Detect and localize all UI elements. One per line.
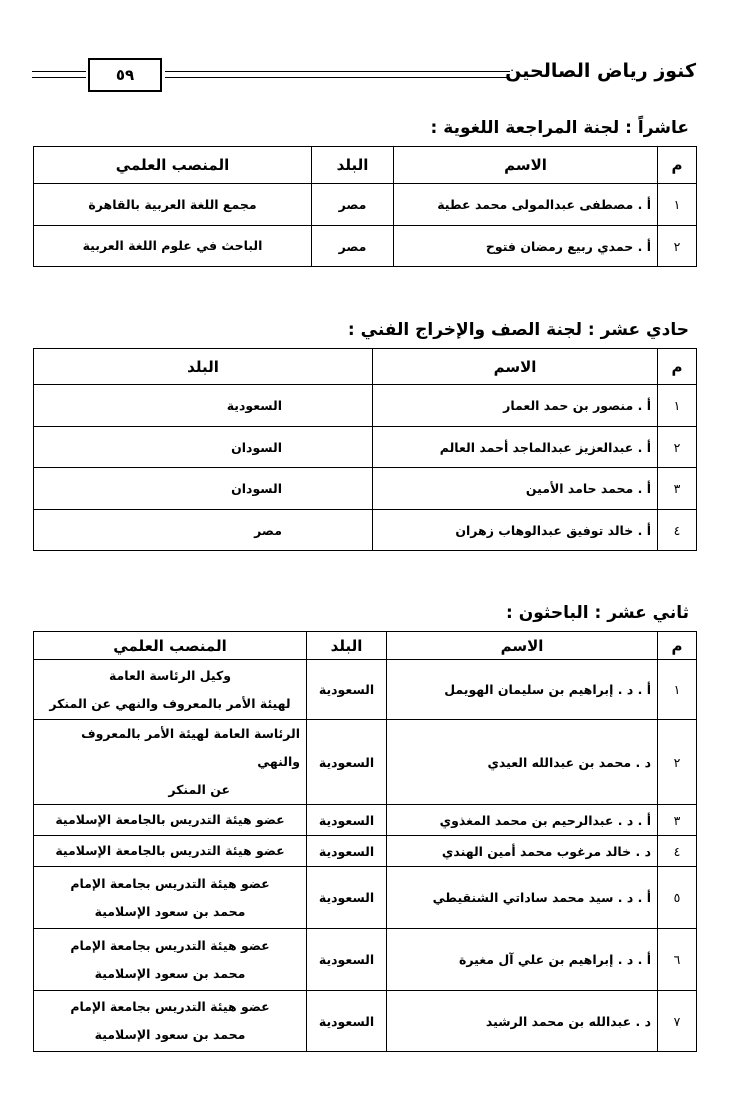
- table-row: [34, 468, 697, 510]
- row-num: ٤: [658, 836, 697, 867]
- row-num: ١: [658, 385, 697, 427]
- row-num: ٥: [658, 867, 697, 929]
- row-country: السعودية: [307, 720, 387, 805]
- header-rule-right: [165, 71, 510, 78]
- col-header-country: البلد: [312, 147, 394, 184]
- table-row: [34, 805, 697, 836]
- page-number: ٥٩: [115, 66, 135, 84]
- title-line: لهيئة الأمر بالمعروف والنهي عن المنكر: [49, 695, 291, 711]
- table-header-row: [34, 147, 697, 184]
- researchers-table: [33, 631, 697, 1052]
- row-num: ٢: [658, 720, 697, 805]
- page-number-box: [88, 58, 162, 92]
- title-line: وكيل الرئاسة العامة: [108, 667, 232, 683]
- row-name: د . خالد مرغوب محمد أمين الهندي: [387, 836, 658, 867]
- typesetting-table: [33, 348, 697, 551]
- row-num: ١: [658, 184, 697, 226]
- row-country: السعودية: [307, 805, 387, 836]
- row-name: أ . حمدي ربيع رمضان فتوح: [394, 226, 658, 267]
- row-title: [34, 929, 307, 991]
- page-header: [32, 55, 696, 97]
- row-country: السعودية: [307, 867, 387, 929]
- row-title: [34, 991, 307, 1052]
- row-num: ٣: [658, 805, 697, 836]
- table-header-row: [34, 632, 697, 660]
- title-line: عضو هيئة التدريس بالجامعة الإسلامية: [55, 843, 285, 858]
- row-num: ٢: [658, 427, 697, 468]
- row-title: [34, 867, 307, 929]
- table-row: [34, 427, 697, 468]
- row-country: السعودية: [307, 836, 387, 867]
- row-country: السعودية: [34, 385, 373, 427]
- col-header-num: م: [658, 147, 697, 184]
- col-header-title: المنصب العلمي: [34, 632, 307, 660]
- row-title: [34, 836, 307, 867]
- section-heading-typesetting: حادي عشر : لجنة الصف والإخراج الفني :: [347, 320, 689, 340]
- book-title: كنوز رياض الصالحين: [505, 60, 696, 82]
- row-num: ٢: [658, 226, 697, 267]
- row-name: أ . خالد توفيق عبدالوهاب زهران: [373, 510, 658, 551]
- row-country: السعودية: [307, 660, 387, 720]
- table-row: [34, 226, 697, 267]
- row-name: د . محمد بن عبدالله العيدي: [387, 720, 658, 805]
- row-name: أ . د . سيد محمد ساداتي الشنقيطي: [387, 867, 658, 929]
- table-row: [34, 184, 697, 226]
- col-header-num: م: [658, 349, 697, 385]
- col-header-country: البلد: [34, 349, 373, 385]
- col-header-num: م: [658, 632, 697, 660]
- table-row: [34, 385, 697, 427]
- row-num: ٣: [658, 468, 697, 510]
- table-row: [34, 836, 697, 867]
- table-row: [34, 867, 697, 929]
- row-country: السودان: [34, 427, 373, 468]
- row-title: مجمع اللغة العربية بالقاهرة: [34, 184, 312, 226]
- table-row: [34, 720, 697, 805]
- linguistic-review-table: [33, 146, 697, 267]
- row-name: أ . د . عبدالرحيم بن محمد المغذوي: [387, 805, 658, 836]
- table-row: [34, 929, 697, 991]
- row-name: أ . د . إبراهيم بن علي آل مغيرة: [387, 929, 658, 991]
- title-line: عضو هيئة التدريس بالجامعة الإسلامية: [55, 812, 285, 827]
- col-header-name: الاسم: [394, 147, 658, 184]
- title-line: عضو هيئة التدريس بجامعة الإمام: [70, 937, 270, 953]
- row-title: [34, 805, 307, 836]
- row-num: ٦: [658, 929, 697, 991]
- row-name: أ . عبدالعزيز عبدالماجد أحمد العالم: [373, 427, 658, 468]
- row-num: ١: [658, 660, 697, 720]
- title-line: عضو هيئة التدريس بجامعة الإمام: [70, 875, 270, 891]
- row-name: أ . د . إبراهيم بن سليمان الهويمل: [387, 660, 658, 720]
- row-title: [34, 660, 307, 720]
- row-num: ٤: [658, 510, 697, 551]
- table-row: [34, 660, 697, 720]
- section-heading-researchers: ثاني عشر : الباحثون :: [506, 603, 689, 623]
- row-country: السعودية: [307, 991, 387, 1052]
- table-header-row: [34, 349, 697, 385]
- title-line: محمد بن سعود الإسلامية: [94, 903, 246, 919]
- col-header-name: الاسم: [373, 349, 658, 385]
- col-header-name: الاسم: [387, 632, 658, 660]
- title-line: عن المنكر: [168, 782, 230, 797]
- title-line: عضو هيئة التدريس بجامعة الإمام: [70, 999, 270, 1014]
- title-line: محمد بن سعود الإسلامية: [94, 965, 246, 981]
- row-name: أ . محمد حامد الأمين: [373, 468, 658, 510]
- row-name: أ . مصطفى عبدالمولى محمد عطية: [394, 184, 658, 226]
- row-name: د . عبدالله بن محمد الرشيد: [387, 991, 658, 1052]
- row-country: مصر: [312, 226, 394, 267]
- col-header-country: البلد: [307, 632, 387, 660]
- section-heading-linguistic-review: عاشراً : لجنة المراجعة اللغوية :: [430, 118, 689, 138]
- row-country: السعودية: [307, 929, 387, 991]
- title-line: محمد بن سعود الإسلامية: [94, 1027, 246, 1042]
- header-rule-left: [32, 71, 86, 78]
- row-country: مصر: [312, 184, 394, 226]
- row-country: السودان: [34, 468, 373, 510]
- col-header-title: المنصب العلمي: [34, 147, 312, 184]
- row-num: ٧: [658, 991, 697, 1052]
- row-title: [34, 720, 307, 805]
- row-name: أ . منصور بن حمد العمار: [373, 385, 658, 427]
- title-line: الرئاسة العامة لهيئة الأمر بالمعروف والنهي: [81, 726, 300, 769]
- row-title: الباحث في علوم اللغة العربية: [34, 226, 312, 267]
- table-row: [34, 510, 697, 551]
- row-country: مصر: [34, 510, 373, 551]
- table-row: [34, 991, 697, 1052]
